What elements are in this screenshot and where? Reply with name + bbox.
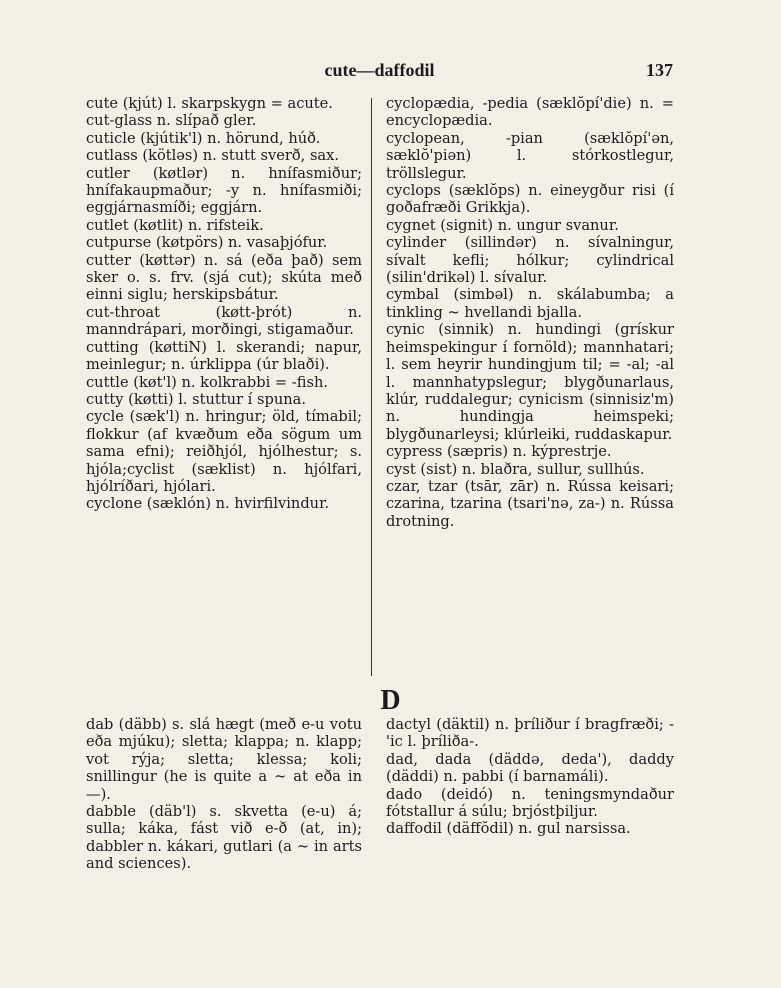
entry: cylinder (sillindər) n. sívalningur, sívalt kefli; hólkur; cylindrical (silin'drikəl) l. sívalur. <box>386 234 674 287</box>
entry: cut-throat (køtt-þrót) n. manndrápari, morðingi, stigamaður. <box>86 303 362 339</box>
entry: cypress (sæpris) n. kýprestrje. <box>386 443 612 461</box>
right-column-bottom <box>386 716 674 838</box>
entry: cuttle (køt'l) n. kolkrabbi = -fish. <box>86 373 328 391</box>
entry: cyclops (sæklŏps) n. eineygður risi (í goðafræði Grikkja). <box>386 182 674 217</box>
left-column-bottom <box>86 716 362 873</box>
entry: cutlass (kötləs) n. stutt sverð, sax. <box>86 147 340 165</box>
entry: cut-glass n. slípað gler. <box>86 112 257 130</box>
page-number: 137 <box>646 60 673 80</box>
left-column-top <box>86 95 362 513</box>
page-header <box>86 60 673 84</box>
entry: dad, dada (däddə, deda'), daddy (däddi) n. pabbi (í barnamáli). <box>386 750 674 786</box>
entry: czar, tzar (tsār, zār) n. Rússa keisari; czarina, tzarina (tsari'nə, za-) n. Rússa drotning. <box>386 477 674 530</box>
entry: dactyl (däktil) n. þríliður í bragfræði; -'ic l. þríliða-. <box>386 716 674 751</box>
entry: cutty (køtti) l. stuttur í spuna. <box>86 390 306 408</box>
entry: cygnet (signit) n. ungur svanur. <box>386 216 619 234</box>
entry: cutter (køttər) n. sá (eða það) sem sker o. s. frv. (sjá cut); skúta með einni siglu; herskipsbátur. <box>86 251 362 304</box>
section-letter: D <box>380 685 401 716</box>
entry: cymbal (simbəl) n. skálabumba; a tinkling ~ hvellandi bjalla. <box>386 286 674 321</box>
entry: cutting (køttiN) l. skerandi; napur, meinlegur; n. úrklippa (úr blaði). <box>86 338 362 374</box>
running-title: cute—daffodil <box>324 60 435 80</box>
entry: dado (deidó) n. teningsmyndaður fótstallur á súlu; brjóstþiljur. <box>386 785 674 821</box>
entry: cyclopædia, -pedia (sæklŏpí'die) n. = encyclopædia. <box>386 95 674 130</box>
entry: cutlet (køtlit) n. rifsteik. <box>86 216 264 234</box>
entry: cyst (sist) n. blaðra, sullur, sullhús. <box>386 460 645 478</box>
entry: cuticle (kjútik'l) n. hörund, húð. <box>86 129 321 147</box>
entry: dab (däbb) s. slá hægt (með e-u votu eða mjúku); sletta; klappa; n. klapp; vot rýja; sletta; klessa; koli; snillingur (he is quite a ~ at eða in —). <box>86 716 362 803</box>
entry: cyclopean, -pian (sæklŏpí'ən, sæklŏ'piən) l. stórkostlegur, tröllslegur. <box>386 129 674 182</box>
entry: dabble (däb'l) s. skvetta (e-u) á; sulla; káka, fást við e-ð (at, in); dabbler n. kákari, gutlari (a ~ in arts and sciences). <box>86 803 362 873</box>
entry: cynic (sinnik) n. hundingi (grískur heimspekingur í fornöld); mannhatari; l. sem heyrir hundingjum til; = -al; -al l. mannhatурslegur; blygðunarlaus, klúr, ruddalegur; cynicism (sinnisiz'm) n. hundingja heimspeki; blygðunarleysi; klúrleiki, ruddaskapur. <box>386 321 674 443</box>
entry: daffodil (däffŏdil) n. gul narsissa. <box>386 820 631 838</box>
entry: cyclone (sæklón) n. hvirfilvindur. <box>86 495 330 513</box>
right-column-top <box>386 95 674 530</box>
entry: cute (kjút) l. skarpskygn = acute. <box>86 95 333 112</box>
entry: cutpurse (køtpörs) n. vasaþjófur. <box>86 234 328 252</box>
column-divider <box>371 98 372 676</box>
entry: cutler (køtlər) n. hnífasmiður; hnífakaupmaður; -y n. hnífasmiði; eggjárnasmíði; eggjárn. <box>86 164 362 217</box>
entry: cycle (sæk'l) n. hringur; öld, tímabil; flokkur (af kvæðum eða sögum um sama efni); reiðhjól, hjólhestur; s. hjóla;cyclist (sæklist) n. hjólfari, hjólríðari, hjólari. <box>86 408 362 495</box>
